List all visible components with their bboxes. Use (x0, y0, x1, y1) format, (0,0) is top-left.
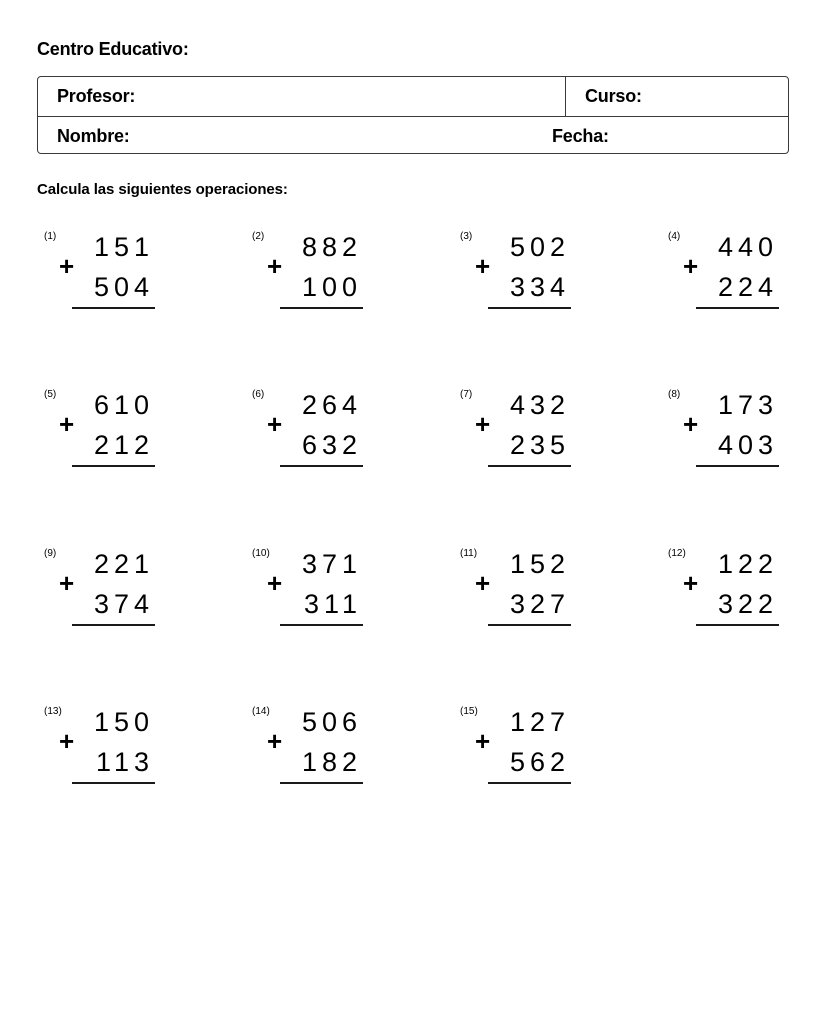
problem-number: (5) (44, 389, 57, 400)
top-addend: 502 (509, 232, 570, 262)
top-addend: 173 (717, 390, 778, 420)
bottom-addend: 562 (509, 747, 570, 777)
top-addend: 152 (509, 549, 570, 579)
answer-line (280, 624, 363, 626)
answer-line (488, 782, 571, 784)
problem-number: (12) (668, 548, 686, 559)
plus-sign: + (683, 409, 699, 439)
answer-line (488, 307, 571, 309)
bottom-addend: 100 (301, 272, 362, 302)
top-addend: 127 (509, 707, 570, 737)
answer-line (280, 307, 363, 309)
bottom-addend: 504 (93, 272, 154, 302)
top-addend: 371 (301, 549, 362, 579)
answer-line (280, 782, 363, 784)
problem-number: (4) (668, 231, 681, 242)
top-addend: 506 (301, 707, 362, 737)
bottom-addend: 224 (717, 272, 778, 302)
plus-sign: + (59, 409, 75, 439)
addition-problem (660, 231, 790, 321)
addition-problem (452, 389, 582, 479)
top-addend: 221 (93, 549, 154, 579)
problem-number: (8) (668, 389, 681, 400)
problem-number: (14) (252, 706, 270, 717)
addition-problem (244, 706, 374, 796)
top-addend: 432 (509, 390, 570, 420)
addition-problem (660, 548, 790, 638)
addition-problem (36, 706, 166, 796)
plus-sign: + (267, 568, 283, 598)
bottom-addend: 632 (301, 430, 362, 460)
answer-line (280, 465, 363, 467)
instructions: Calcula las siguientes operaciones: (37, 181, 288, 198)
bottom-addend: 235 (509, 430, 570, 460)
plus-sign: + (267, 726, 283, 756)
problem-number: (11) (460, 548, 478, 559)
plus-sign: + (475, 409, 491, 439)
problem-number: (2) (252, 231, 265, 242)
problem-number: (10) (252, 548, 270, 559)
plus-sign: + (267, 251, 283, 281)
course-label: Curso: (585, 86, 642, 106)
addition-problem (244, 231, 374, 321)
addition-problem (244, 389, 374, 479)
answer-line (696, 307, 779, 309)
plus-sign: + (683, 251, 699, 281)
plus-sign: + (475, 568, 491, 598)
addition-problem (36, 548, 166, 638)
bottom-addend: 403 (717, 430, 778, 460)
bottom-addend: 334 (509, 272, 570, 302)
answer-line (488, 465, 571, 467)
answer-line (696, 465, 779, 467)
top-addend: 264 (301, 390, 362, 420)
student-info-box (37, 76, 789, 154)
top-addend: 882 (301, 232, 362, 262)
problem-number: (9) (44, 548, 57, 559)
top-addend: 151 (93, 232, 154, 262)
plus-sign: + (475, 726, 491, 756)
answer-line (696, 624, 779, 626)
addition-problem (452, 706, 582, 796)
addition-problem (452, 231, 582, 321)
bottom-addend: 374 (93, 589, 154, 619)
answer-line (72, 465, 155, 467)
top-addend: 440 (717, 232, 778, 262)
problem-number: (6) (252, 389, 265, 400)
addition-problem (660, 389, 790, 479)
top-addend: 122 (717, 549, 778, 579)
answer-line (488, 624, 571, 626)
addition-problem (244, 548, 374, 638)
answer-line (72, 782, 155, 784)
answer-line (72, 624, 155, 626)
bottom-addend: 113 (95, 747, 154, 777)
info-row-divider (38, 116, 788, 117)
bottom-addend: 182 (301, 747, 362, 777)
bottom-addend: 212 (93, 430, 154, 460)
addition-problem (36, 389, 166, 479)
plus-sign: + (683, 568, 699, 598)
plus-sign: + (59, 568, 75, 598)
problem-number: (15) (460, 706, 478, 717)
top-addend: 150 (93, 707, 154, 737)
name-label: Nombre: (57, 126, 130, 146)
bottom-addend: 322 (717, 589, 778, 619)
problem-number: (7) (460, 389, 473, 400)
plus-sign: + (475, 251, 491, 281)
problem-number: (1) (44, 231, 57, 242)
bottom-addend: 327 (509, 589, 570, 619)
school-label: Centro Educativo: (37, 39, 189, 59)
plus-sign: + (267, 409, 283, 439)
problem-number: (13) (44, 706, 62, 717)
plus-sign: + (59, 726, 75, 756)
addition-problem (36, 231, 166, 321)
answer-line (72, 307, 155, 309)
teacher-label: Profesor: (57, 86, 136, 106)
top-addend: 610 (93, 390, 154, 420)
date-label: Fecha: (552, 126, 609, 146)
info-column-divider (565, 77, 566, 116)
plus-sign: + (59, 251, 75, 281)
problem-number: (3) (460, 231, 473, 242)
addition-problem (452, 548, 582, 638)
bottom-addend: 311 (303, 589, 362, 619)
